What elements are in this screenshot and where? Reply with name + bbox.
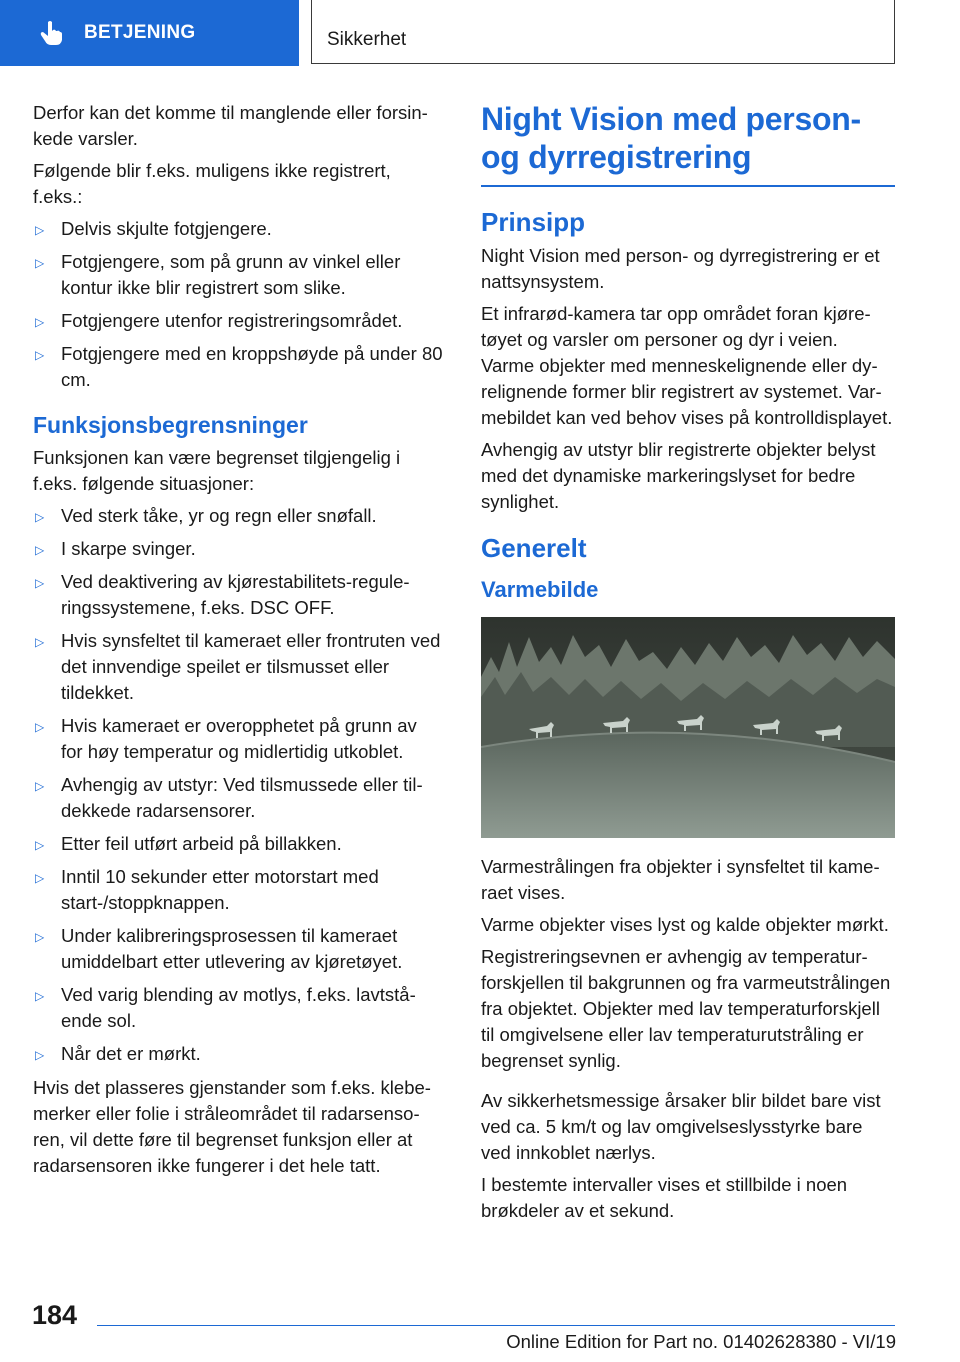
right-column [481,100,895,1230]
header-section-tab [0,0,299,66]
triangle-bullet-icon: ▷ [35,635,45,649]
list-item: ▷ Etter feil utført arbeid på billakken. [33,831,443,857]
list-item: ▷ Delvis skjulte fotgjengere. [33,216,443,242]
triangle-bullet-icon: ▷ [35,838,45,852]
triangle-bullet-icon: ▷ [35,779,45,793]
list-item: ▷ Ved varig blending av motlys, f.eks. lavtstående sol. [35,984,416,1031]
header-chapter-box [311,0,895,64]
paragraph: I bestemte intervaller vises et stillbilde i noen brøkdeler av et sekund. [481,1174,848,1221]
list-item: ▷ Inntil 10 sekunder etter motorstart med start-/stoppknappen. [35,866,379,913]
paragraph: Funksjonen kan være begrenset tilgjengelig i f.eks. følgende situasjoner: [33,447,401,494]
paragraph: Varme objekter vises lyst og kalde objekter mørkt. [481,914,889,935]
paragraph: Varmestrålingen fra objekter i synsfeltet til kameraet vises. [481,856,880,903]
thermal-image-heading: Varmebilde [481,577,599,602]
bullet-list [33,216,443,393]
triangle-bullet-icon: ▷ [35,348,45,362]
paragraph: Følgende blir f.eks. muligens ikke registrert, f.eks.: [33,160,391,207]
principle-heading: Prinsipp [481,207,586,237]
footer-edition: Online Edition for Part no. 01402628380 - VI/19 [506,1331,896,1352]
general-heading: Generelt [481,533,587,563]
left-column [33,100,443,1185]
bullet-list [33,503,443,1067]
chapter-label: Sikkerhet [327,29,407,50]
paragraph: Avhengig av utstyr blir registrerte objekter belyst med det dynamiske markeringslyset for bedre synlighet. [481,439,876,512]
thermal-image-illustration [481,617,895,838]
list-item: ▷ Avhengig av utstyr: Ved tilsmussede eller tildekkede radarsensorer. [35,774,423,821]
list-item: ▷ Når det er mørkt. [33,1041,443,1067]
triangle-bullet-icon: ▷ [35,930,45,944]
section-title: Night Vision med person- og dyrregistrering [481,101,861,175]
triangle-bullet-icon: ▷ [35,1048,45,1062]
paragraph: Derfor kan det komme til manglende eller forsinkede varsler. [33,102,428,149]
paragraph: Registreringsevnen er avhengig av temperaturforskjellen til bakgrunnen og fra varmeutstrålingen fra objektet. Objekter med lav temperaturforskjell til omgivelsene eller lav temperaturutstråling er begrenset synlig. [481,946,891,1071]
paragraph: Et infrarød-kamera tar opp området foran kjøretøyet og varsler om personer og dyr i veien. Varme objekter med menneskelignende eller dyrelignende former blir registrert av systemet. Varmebildet kan ved behov vises på kontrolldisplayet. [481,303,893,428]
title-divider [481,185,895,187]
list-item: ▷ Ved deaktivering av kjørestabilitets-reguleringssystemene, f.eks. DSC OFF. [35,571,410,618]
page-number: 184 [32,1300,78,1330]
list-item: ▷ Under kalibreringsprosessen til kameraet umiddelbart etter utlevering av kjøretøyet. [35,925,403,972]
section-label: BETJENING [84,22,196,43]
list-item: ▷ Fotgjengere utenfor registreringsområdet. [33,308,443,334]
triangle-bullet-icon: ▷ [35,510,45,524]
paragraph: Night Vision med person- og dyrregistrering er et nattsynsystem. [481,245,880,292]
triangle-bullet-icon: ▷ [35,543,45,557]
list-item: ▷ Ved sterk tåke, yr og regn eller snøfall. [33,503,443,529]
limits-heading: Funksjonsbegrensninger [33,412,308,438]
paragraph: Av sikkerhetsmessige årsaker blir bildet bare vist ved ca. 5 km/t og lav omgivelseslysstyrke bare ved innkoblet nærlys. [481,1090,881,1163]
triangle-bullet-icon: ▷ [35,256,45,270]
triangle-bullet-icon: ▷ [35,223,45,237]
hand-pointer-icon [40,20,66,46]
list-item: ▷ Fotgjengere, som på grunn av vinkel eller kontur ikke blir registrert som slike. [35,251,401,298]
list-item: ▷ Hvis synsfeltet til kameraet eller frontruten ved det innvendige speilet er tilsmusset eller tildekket. [35,630,441,703]
paragraph: Hvis det plasseres gjenstander som f.eks. klebemerker eller folie i stråleområdet til radarsensoren, vil dette føre til begrenset funksjon eller at radarsensoren ikke fungerer i det hele tatt. [33,1077,431,1176]
triangle-bullet-icon: ▷ [35,989,45,1003]
triangle-bullet-icon: ▷ [35,871,45,885]
triangle-bullet-icon: ▷ [35,720,45,734]
footer-divider [97,1325,895,1326]
list-item: ▷ Fotgjengere med en kroppshøyde på under 80 cm. [35,343,443,390]
list-item: ▷ I skarpe svinger. [33,536,443,562]
triangle-bullet-icon: ▷ [35,315,45,329]
list-item: ▷ Hvis kameraet er overopphetet på grunn av for høy temperatur og midlertidig utkoblet. [35,715,417,762]
triangle-bullet-icon: ▷ [35,576,45,590]
